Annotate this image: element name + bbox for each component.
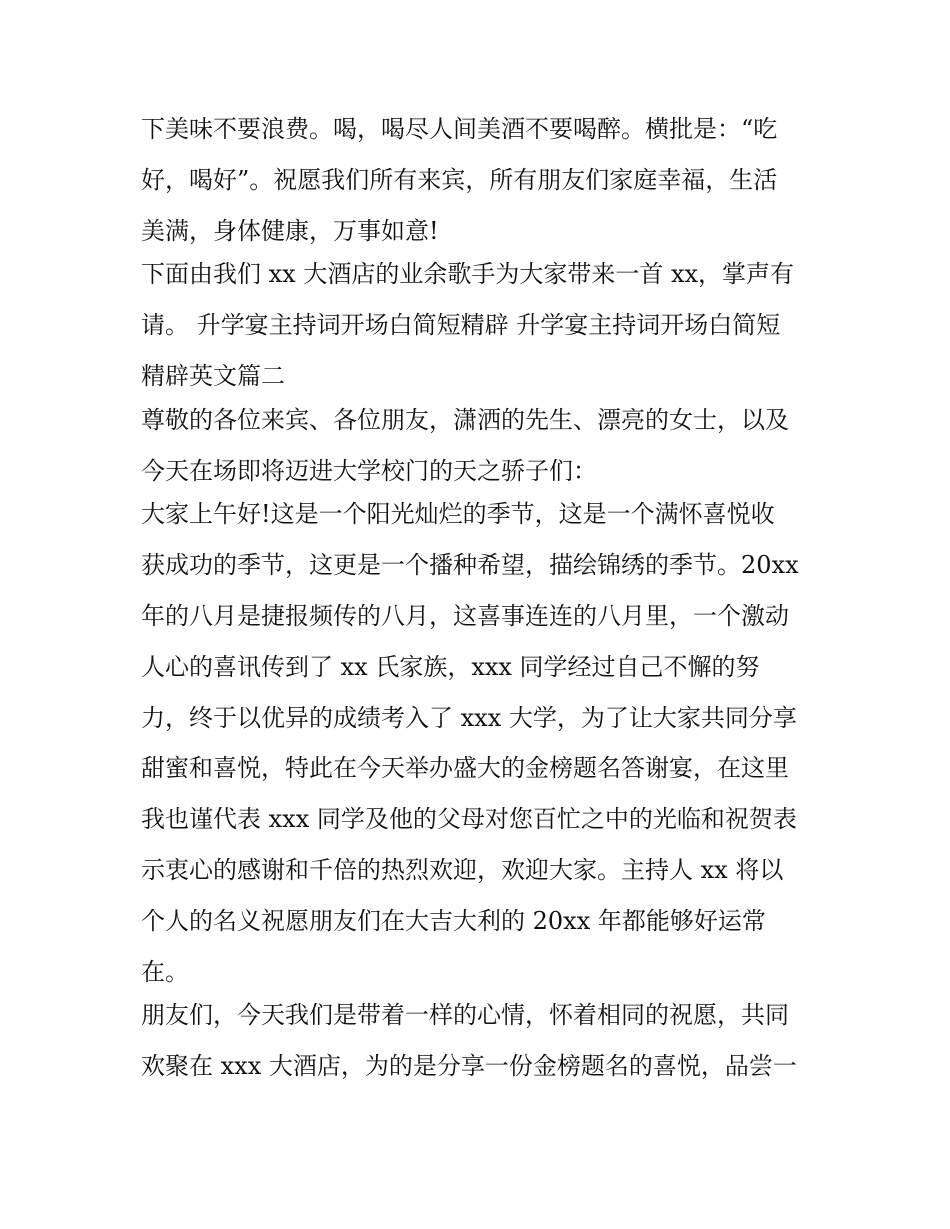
text-line: 个人的名义祝愿朋友们在大吉大利的 20xx 年都能够好运常	[141, 906, 766, 935]
text-line: 力，终于以优异的成绩考入了 xxx 大学，为了让大家共同分享	[141, 703, 797, 732]
text-line: 美满，身体健康，万事如意!	[141, 216, 439, 245]
text-line: 精辟英文篇二	[141, 361, 285, 390]
text-line: 好，喝好”。祝愿我们所有来宾，所有朋友们家庭幸福，生活	[141, 165, 778, 194]
text-line: 在。	[141, 957, 189, 986]
text-line: 人心的喜讯传到了 xx 氏家族，xxx 同学经过自己不懈的努	[141, 652, 760, 681]
text-line: 大家上午好!这是一个阳光灿烂的季节，这是一个满怀喜悦收	[141, 500, 775, 529]
text-line: 获成功的季节，这更是一个播种希望，描绘锦绣的季节。20xx	[141, 551, 799, 580]
text-line: 下面由我们 xx 大酒店的业余歌手为大家带来一首 xx，掌声有	[141, 260, 795, 289]
text-line: 今天在场即将迈进大学校门的天之骄子们：	[141, 456, 597, 485]
text-line: 欢聚在 xxx 大酒店，为的是分享一份金榜题名的喜悦，品尝一	[141, 1052, 797, 1081]
document-body	[141, 104, 821, 1092]
text-line: 甜蜜和喜悦，特此在今天举办盛大的金榜题名答谢宴，在这里	[141, 754, 789, 783]
text-line: 朋友们，今天我们是带着一样的心情，怀着相同的祝愿，共同	[141, 1001, 789, 1030]
text-line: 我也谨代表 xxx 同学及他的父母对您百忙之中的光临和祝贺表	[141, 805, 797, 834]
text-line: 下美味不要浪费。喝，喝尽人间美酒不要喝醉。横批是：“吃	[141, 115, 778, 143]
text-line: 请。 升学宴主持词开场白简短精辟 升学宴主持词开场白简短	[141, 311, 781, 340]
text-line: 示衷心的感谢和千倍的热烈欢迎，欢迎大家。主持人 xx 将以	[141, 855, 784, 884]
text-line: 尊敬的各位来宾、各位朋友，潇洒的先生、漂亮的女士，以及	[141, 405, 789, 434]
text-line: 年的八月是捷报频传的八月，这喜事连连的八月里，一个激动	[141, 601, 789, 630]
